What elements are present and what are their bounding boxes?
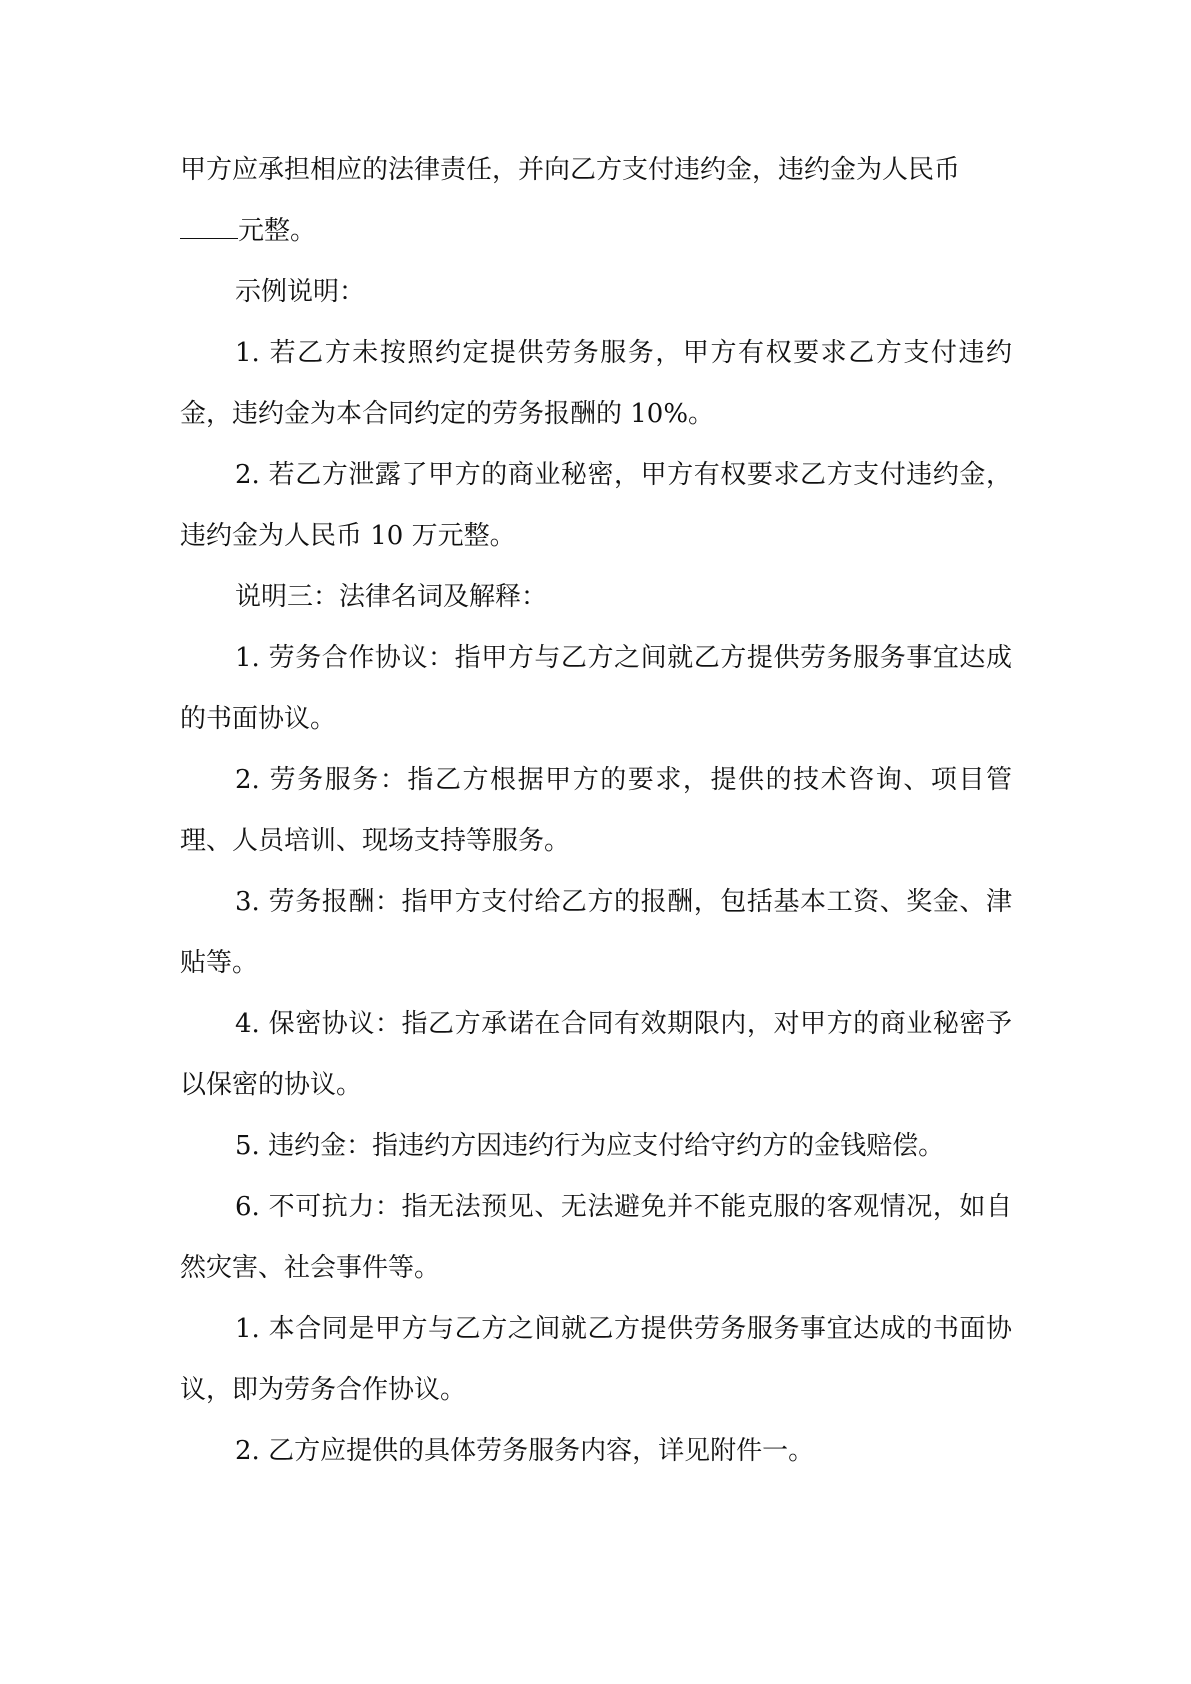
paragraph-definition-3: 3. 劳务报酬：指甲方支付给乙方的报酬，包括基本工资、奖金、津贴等。 xyxy=(180,887,1012,978)
amount-blank xyxy=(180,208,238,239)
paragraph-example-heading: 示例说明： xyxy=(235,277,366,307)
paragraph-example-1: 1. 若乙方未按照约定提供劳务服务，甲方有权要求乙方支付违约金，违约金为本合同约定的劳务报酬的 10%。 xyxy=(180,338,1012,429)
paragraph-liability xyxy=(180,140,1012,262)
paragraph-definition-2: 2. 劳务服务：指乙方根据甲方的要求，提供的技术咨询、项目管理、人员培训、现场支持等服务。 xyxy=(180,765,1012,856)
paragraph-example-2: 2. 若乙方泄露了甲方的商业秘密，甲方有权要求乙方支付违约金，违约金为人民币 10 万元整。 xyxy=(180,460,1012,551)
document-body xyxy=(180,140,1012,1482)
paragraph-definition-1: 1. 劳务合作协议：指甲方与乙方之间就乙方提供劳务服务事宜达成的书面协议。 xyxy=(180,643,1012,734)
paragraph-liability-tail: 元整。 xyxy=(238,216,317,246)
paragraph-definition-4: 4. 保密协议：指乙方承诺在合同有效期限内，对甲方的商业秘密予以保密的协议。 xyxy=(180,1009,1012,1100)
paragraph-definition-5: 5. 违约金：指违约方因违约行为应支付给守约方的金钱赔偿。 xyxy=(235,1131,945,1161)
paragraph-section-three-heading: 说明三：法律名词及解释： xyxy=(235,582,548,612)
paragraph-liability-text: 甲方应承担相应的法律责任，并向乙方支付违约金，违约金为人民币 xyxy=(180,155,961,185)
paragraph-clause-1: 1. 本合同是甲方与乙方之间就乙方提供劳务服务事宜达成的书面协议，即为劳务合作协议。 xyxy=(180,1314,1012,1405)
paragraph-clause-2: 2. 乙方应提供的具体劳务服务内容，详见附件一。 xyxy=(235,1436,815,1466)
paragraph-definition-6: 6. 不可抗力：指无法预见、无法避免并不能克服的客观情况，如自然灾害、社会事件等。 xyxy=(180,1192,1012,1283)
